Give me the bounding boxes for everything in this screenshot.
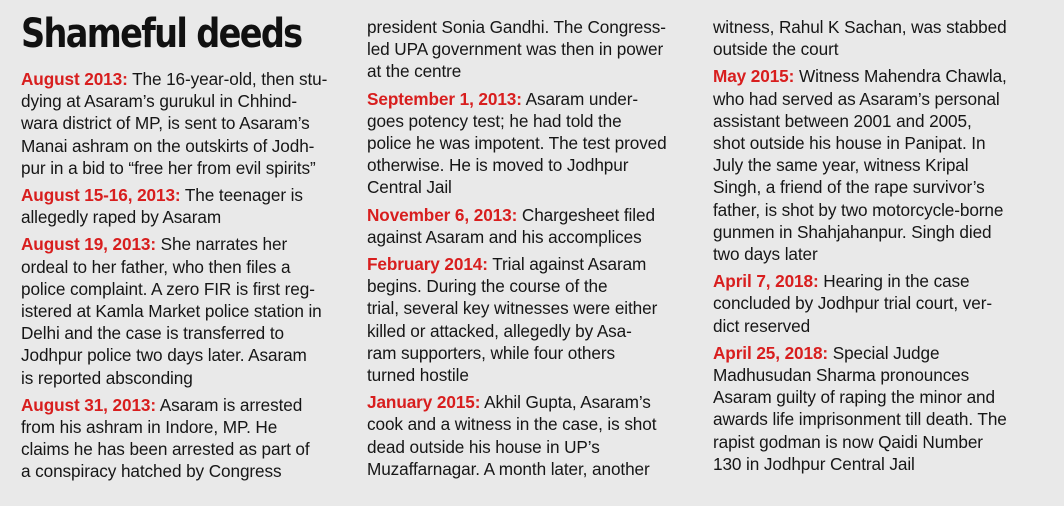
text-line: July the same year, witness Kripal [713,155,969,176]
entry-date: January 2015: [367,392,481,413]
text-line: led UPA government was then in power [367,39,664,60]
text-line: otherwise. He is moved to Jodhpur [367,155,629,176]
entry-text: Asaram is arrested [156,394,303,415]
text-line: trial, several key witnesses were either [367,298,658,319]
text-line: police complaint. A zero FIR is first reg- [21,278,315,299]
text-line: is reported absconding [21,367,193,388]
column-2 [367,16,697,485]
timeline-entry-jan-2015 [367,391,697,480]
text-line: Singh, a friend of the rape survivor’s [713,177,985,198]
text-line [713,270,1043,292]
entry-text: Special Judge [828,342,940,363]
timeline-entry-apr-7-2018 [713,270,1043,337]
timeline-entry-aug-15-16-2013 [21,184,351,228]
text-line: claims he has been arrested as part of [21,439,310,460]
text-line: assistant between 2001 and 2005, [713,110,972,131]
text-line: Manai ashram on the outskirts of Jodh- [21,135,315,156]
text-line [367,391,697,413]
text-line [21,68,351,90]
text-line: begins. During the course of the [367,276,608,297]
text-line: goes potency test; he had told the [367,110,622,131]
entry-text: Akhil Gupta, Asaram’s [480,392,651,413]
text-line: Jodhpur police two days later. Asaram [21,345,307,366]
entry-date: November 6, 2013: [367,204,518,225]
text-line: killed or attacked, allegedly by Asa- [367,320,632,341]
text-line: dead outside his house in UP’s [367,436,600,457]
entry-date: August 31, 2013: [21,394,156,415]
timeline-entry-continued [367,16,697,83]
timeline-entry-feb-2014 [367,253,697,386]
timeline-entry-may-2015 [713,65,1043,265]
text-line: Delhi and the case is transferred to [21,323,284,344]
timeline-entry-continued [713,16,1043,60]
entry-text: Asaram under- [521,88,638,109]
headline: Shameful deeds [21,11,302,57]
entry-date: August 2013: [21,69,128,89]
timeline-entry-aug-31-2013 [21,394,351,483]
text-line: outside the court [713,39,839,60]
text-line: istered at Kamla Market police station in [21,301,322,322]
timeline-entry-sep-1-2013 [367,88,697,199]
entry-text: Chargesheet filed [517,204,655,225]
entry-text: She narrates her [156,234,288,255]
text-line: father, is shot by two motorcycle-borne [713,199,1004,220]
timeline-entry-apr-25-2018 [713,342,1043,475]
entry-date: September 1, 2013: [367,88,522,109]
entry-date: August 15-16, 2013: [21,185,181,206]
text-line: who had served as Asaram’s personal [713,88,1000,109]
entry-date: April 25, 2018: [713,342,829,363]
text-line: shot outside his house in Panipat. In [713,133,986,154]
text-line: ordeal to her father, who then files a [21,256,291,277]
text-line: president Sonia Gandhi. The Congress- [367,17,666,37]
timeline-entry-aug-19-2013 [21,233,351,388]
entry-text: The 16-year-old, then stu- [127,69,328,89]
text-line: at the centre [367,61,462,82]
text-line [21,394,351,416]
text-line: two days later [713,244,818,265]
text-line: concluded by Jodhpur trial court, ver- [713,293,992,314]
entry-date: May 2015: [713,66,795,87]
text-line: rapist godman is now Qaidi Number [713,431,983,452]
text-line: police he was impotent. The test proved [367,133,667,154]
timeline-entry-aug-2013 [21,68,351,179]
text-line: cook and a witness in the case, is shot [367,414,657,435]
text-line: against Asaram and his accomplices [367,226,642,247]
timeline-entry-nov-6-2013 [367,204,697,248]
text-line [713,65,1043,87]
text-line [713,342,1043,364]
text-line: a conspiracy hatched by Congress [21,461,282,482]
text-line: gunmen in Shahjahanpur. Singh died [713,221,992,242]
text-line: witness, Rahul K Sachan, was stabbed [713,17,1007,37]
text-line [367,253,697,275]
text-line: Madhusudan Sharma pronounces [713,365,970,386]
entry-date: April 7, 2018: [713,271,819,292]
text-line: Muzaffarnagar. A month later, another [367,458,650,479]
column-3 [713,16,1043,480]
text-line [367,204,697,226]
text-line [367,88,697,110]
entry-text: The teenager is [180,185,303,206]
text-line: ram supporters, while four others [367,342,615,363]
entry-text: Hearing in the case [818,271,970,292]
text-line: dying at Asaram’s gurukul in Chhind- [21,91,298,112]
text-line: from his ashram in Indore, MP. He [21,417,278,438]
entry-date: August 19, 2013: [21,234,156,255]
text-line: dict reserved [713,315,811,336]
text-line [21,184,351,206]
text-line: 130 in Jodhpur Central Jail [713,453,915,474]
text-line: wara district of MP, is sent to Asaram’s [21,113,310,134]
entry-text: Witness Mahendra Chawla, [794,66,1007,87]
text-line: Asaram guilty of raping the minor and [713,387,995,408]
text-line [21,233,351,255]
text-line: turned hostile [367,365,469,386]
text-line: allegedly raped by Asaram [21,207,222,228]
text-line: Central Jail [367,177,452,198]
column-1 [21,68,351,488]
text-line: pur in a bid to “free her from evil spirits” [21,157,316,178]
entry-date: February 2014: [367,254,488,275]
text-line: awards life imprisonment till death. The [713,409,1007,430]
entry-text: Trial against Asaram [487,254,647,275]
